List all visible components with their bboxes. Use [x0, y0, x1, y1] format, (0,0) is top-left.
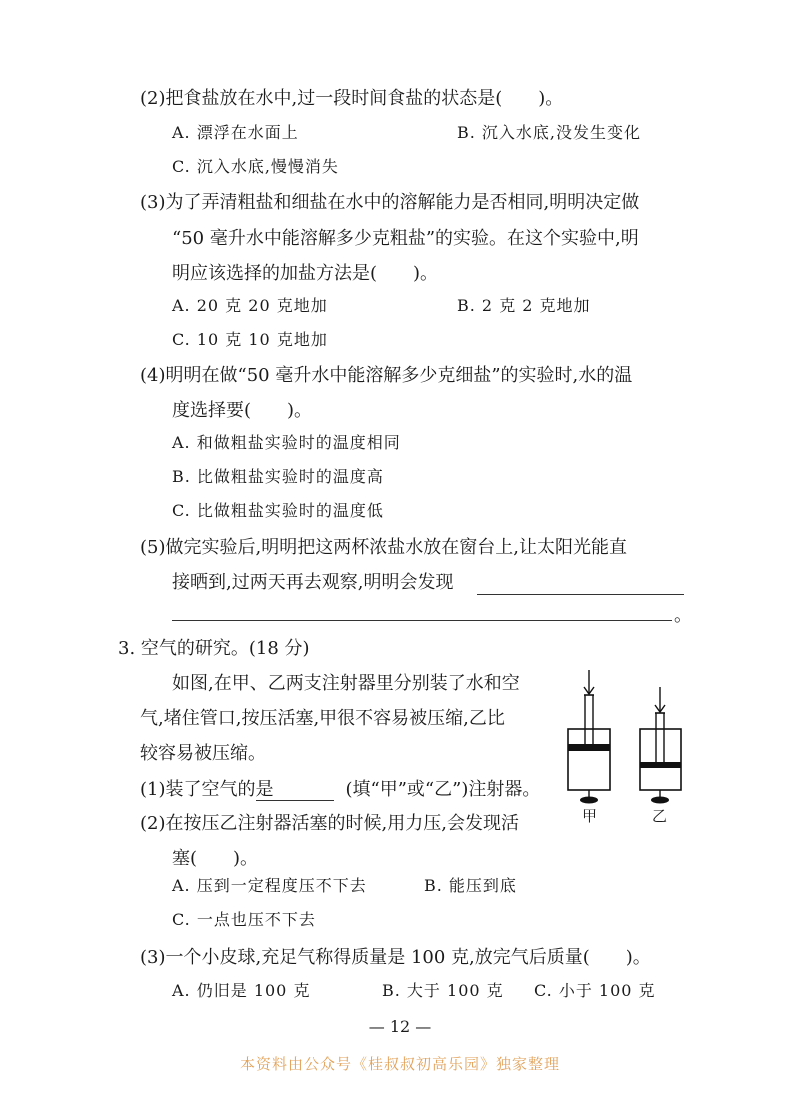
q5-end-mark: 。	[674, 605, 692, 626]
q2-stem: (2)把食盐放在水中,过一段时间食盐的状态是( )。	[140, 88, 564, 109]
sec3-intro-line-1: 如图,在甲、乙两支注射器里分别装了水和空	[172, 673, 520, 694]
sec3-q3-option-c[interactable]: C. 小于 100 克	[534, 981, 656, 1000]
footer-note: 本资料由公众号《桂叔叔初高乐园》独家整理	[239, 1055, 560, 1073]
q4-option-c[interactable]: C. 比做粗盐实验时的温度低	[172, 501, 384, 520]
syringe-yi-diagram	[640, 687, 681, 804]
sec3-q3-option-a[interactable]: A. 仍旧是 100 克	[172, 981, 311, 1000]
sec3-q2-stem-line-2: 塞( )。	[172, 848, 259, 869]
sec3-q2-option-c[interactable]: C. 一点也压不下去	[172, 910, 316, 929]
sec3-intro-line-2: 气,堵住管口,按压活塞,甲很不容易被压缩,乙比	[140, 708, 505, 729]
page-number: — 12 —	[368, 1017, 432, 1036]
section-3-title: 3. 空气的研究。(18 分)	[118, 638, 310, 659]
q2-option-c[interactable]: C. 沉入水底,慢慢消失	[172, 157, 339, 176]
syringe-label-jia: 甲	[582, 807, 598, 825]
syringe-jia-diagram	[568, 670, 610, 804]
sec3-q2-option-b[interactable]: B. 能压到底	[424, 876, 517, 895]
q4-option-b[interactable]: B. 比做粗盐实验时的温度高	[172, 467, 384, 486]
q4-stem-line-2: 度选择要( )。	[172, 400, 313, 421]
sec3-q1: (1)装了空气的是 (填“甲”或“乙”)注射器。	[140, 779, 541, 800]
q5-answer-blank-1[interactable]	[477, 594, 684, 595]
q4-option-a[interactable]: A. 和做粗盐实验时的温度相同	[172, 433, 401, 452]
sec3-q3-stem: (3)一个小皮球,充足气称得质量是 100 克,放完气后质量( )。	[140, 947, 651, 968]
sec3-q2-stem-line-1: (2)在按压乙注射器活塞的时候,用力压,会发现活	[140, 813, 519, 834]
q3-stem-line-1: (3)为了弄清粗盐和细盐在水中的溶解能力是否相同,明明决定做	[140, 192, 640, 213]
q3-option-a[interactable]: A. 20 克 20 克地加	[172, 296, 328, 315]
q5-answer-blank-2[interactable]	[172, 620, 672, 621]
syringe-label-yi: 乙	[652, 807, 668, 825]
q5-stem-line-1: (5)做完实验后,明明把这两杯浓盐水放在窗台上,让太阳光能直	[140, 537, 627, 558]
q3-option-c[interactable]: C. 10 克 10 克地加	[172, 330, 328, 349]
q2-option-a[interactable]: A. 漂浮在水面上	[172, 123, 299, 142]
syringe-figure	[560, 665, 690, 805]
q3-stem-line-2: “50 毫升水中能溶解多少克粗盐”的实验。在这个实验中,明	[172, 228, 639, 249]
q5-stem-line-2: 接晒到,过两天再去观察,明明会发现	[172, 572, 454, 593]
q3-stem-line-3: 明应该选择的加盐方法是( )。	[172, 263, 439, 284]
q2-option-b[interactable]: B. 沉入水底,没发生变化	[457, 123, 642, 142]
sec3-intro-line-3: 较容易被压缩。	[140, 743, 266, 764]
sec3-q2-option-a[interactable]: A. 压到一定程度压不下去	[172, 876, 367, 895]
q4-stem-line-1: (4)明明在做“50 毫升水中能溶解多少克细盐”的实验时,水的温	[140, 365, 633, 386]
q3-option-b[interactable]: B. 2 克 2 克地加	[457, 296, 591, 315]
sec3-q1-answer-blank[interactable]	[256, 800, 334, 801]
sec3-q3-option-b[interactable]: B. 大于 100 克	[382, 981, 504, 1000]
